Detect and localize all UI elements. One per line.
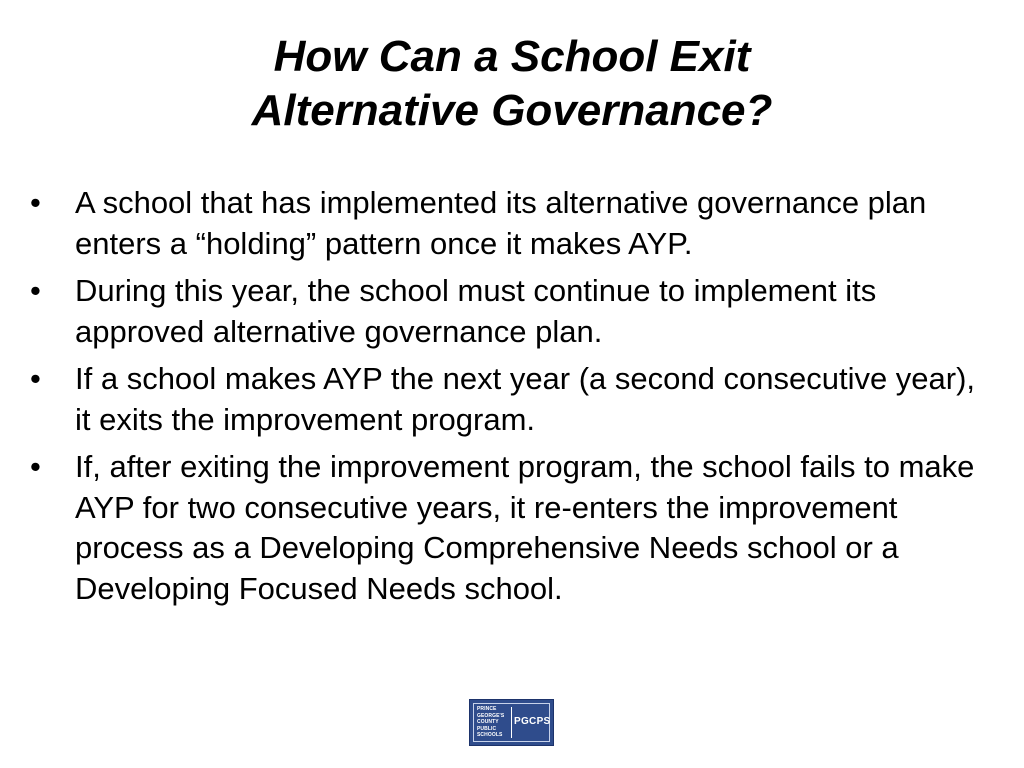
- slide-title-line-2: Alternative Governance?: [251, 86, 773, 135]
- bullet-text: If a school makes AYP the next year (a second consecutive year), it exits the improvement program.: [75, 361, 976, 437]
- bullet-text: A school that has implemented its alternative governance plan enters a “holding” pattern once it makes AYP.: [75, 185, 927, 261]
- logo-divider: [511, 707, 512, 738]
- logo-line-3: COUNTY: [477, 719, 499, 725]
- bullet-item: [30, 183, 990, 264]
- logo-line-1: PRINCE: [477, 706, 497, 712]
- logo-acronym: PGCPS: [514, 716, 551, 727]
- bullet-text: During this year, the school must continue to implement its approved alternative governance plan.: [75, 273, 877, 349]
- slide-title-line-1: How Can a School Exit: [273, 32, 751, 81]
- bullet-text: If, after exiting the improvement program, the school fails to make AYP for two consecutive years, it re-enters the improvement process as a Developing Comprehensive Needs school or a Developing Focused Needs school.: [75, 449, 975, 606]
- pgcps-logo: [469, 699, 554, 746]
- bullet-item: [30, 359, 990, 440]
- logo-line-2: GEORGE'S: [477, 712, 505, 719]
- logo-district-name: [477, 706, 509, 739]
- bullet-marker: •: [30, 185, 41, 220]
- bullet-item: [30, 271, 990, 352]
- bullet-marker: •: [30, 273, 41, 308]
- slide-title: [0, 30, 1024, 138]
- logo-line-4: PUBLIC: [477, 725, 497, 732]
- logo-frame: [473, 703, 550, 742]
- logo-line-5: SCHOOLS: [477, 732, 503, 738]
- bullet-marker: •: [30, 449, 41, 484]
- bullet-item: [30, 447, 990, 609]
- bullet-marker: •: [30, 361, 41, 396]
- bullet-list: [30, 183, 990, 616]
